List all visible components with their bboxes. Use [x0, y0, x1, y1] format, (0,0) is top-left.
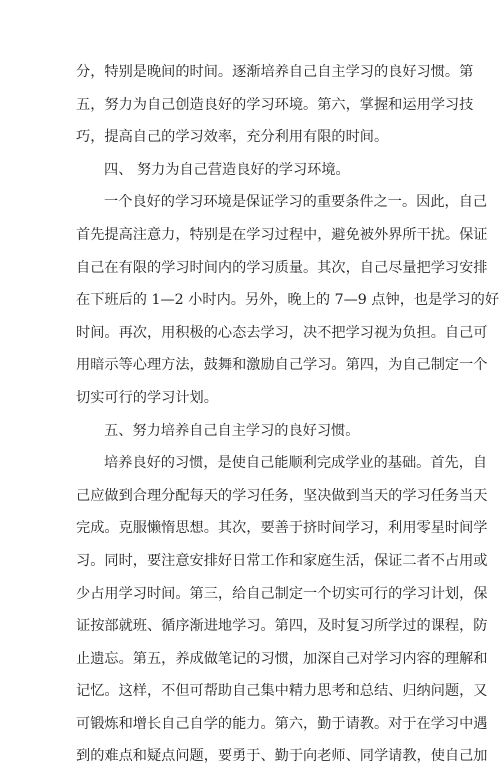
- text-line-1: 分，特别是晚间的时间。逐渐培养自己自主学习的良好习惯。第: [76, 64, 474, 80]
- section-heading-4: 四、 努力为自己营造良好的学习环境。: [104, 161, 350, 178]
- text-line-10: 用暗示等心理方法，鼓舞和激励自己学习。第四，为自己制定一个: [76, 357, 488, 374]
- text-line-16: 习。同时，要注意安排好日常工作和家庭生活，保证二者不占用或: [76, 552, 488, 569]
- text-line-2: 五，努力为自己创造良好的学习环境。第六，掌握和运用学习技: [76, 96, 474, 113]
- document-page: [76, 62, 500, 779]
- text-line-3: 巧，提高自己的学习效率，充分利用有限的时间。: [76, 129, 389, 146]
- text-line-15: 完成。克服懒惰思想。其次，要善于挤时间学习，利用零星时间学: [76, 520, 488, 537]
- section-heading-5: 五、努力培养自己自主学习的良好习惯。: [104, 422, 360, 439]
- text-line-7: 自己在有限的学习时间内的学习质量。其次，自己尽量把学习安排: [76, 259, 488, 276]
- text-line-11: 切实可行的学习计划。: [76, 389, 218, 406]
- text-line-22: 到的难点和疑点问题，要勇于、勤于向老师、同学请教，使自己加: [76, 748, 488, 765]
- text-line-20: 记忆。这样，不但可帮助自己集中精力思考和总结、归纳问题，又: [76, 683, 488, 700]
- text-line-13: 培养良好的习惯，是使自己能顺利完成学业的基础。首先，自: [104, 455, 488, 472]
- text-line-18: 证按部就班、循序渐进地学习。第四，及时复习所学过的课程，防: [76, 618, 488, 635]
- text-line-6: 首先提高注意力，特别是在学习过程中，避免被外界所干扰。保证: [76, 226, 488, 243]
- text-line-9: 时间。再次，用积极的心态去学习，决不把学习视为负担。自己可: [76, 324, 488, 341]
- text-line-8: 在下班后的 1—2 小时内。另外，晚上的 7—9 点钟，也是学习的好: [76, 292, 500, 309]
- text-line-21: 可锻炼和增长自己自学的能力。第六，勤于请教。对于在学习中遇: [76, 715, 488, 732]
- text-line-19: 止遗忘。第五，养成做笔记的习惯，加深自己对学习内容的理解和: [76, 650, 488, 667]
- text-line-5: 一个良好的学习环境是保证学习的重要条件之一。因此，自己: [104, 194, 488, 211]
- text-line-14: 己应做到合理分配每天的学习任务，坚决做到当天的学习任务当天: [76, 487, 488, 504]
- text-line-17: 少占用学习时间。第三，给自己制定一个切实可行的学习计划，保: [76, 585, 488, 602]
